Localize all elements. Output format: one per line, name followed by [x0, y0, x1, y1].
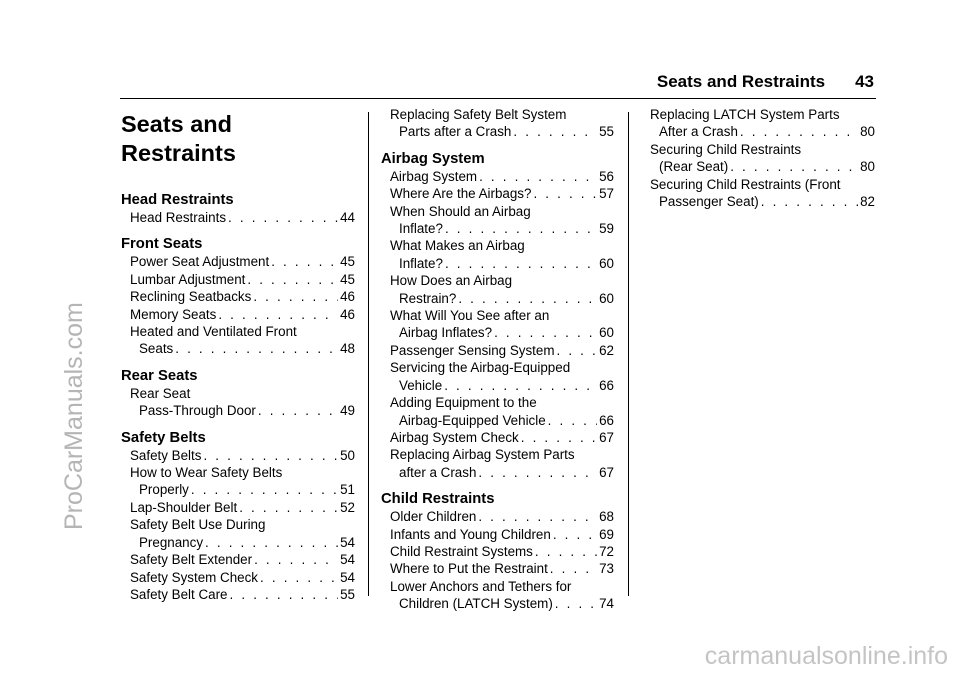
- toc-page-number: 46: [340, 289, 355, 305]
- header-rule: [120, 98, 876, 99]
- dot-leader: [740, 123, 858, 140]
- dot-leader: [535, 543, 597, 560]
- toc-entry-text: When Should an Airbag: [390, 203, 531, 219]
- toc-entry-text: Safety System Check: [130, 569, 259, 585]
- toc-entry-text: Parts after a Crash: [399, 124, 512, 140]
- toc-page-number: 80: [860, 159, 875, 175]
- page-number: 43: [855, 72, 874, 91]
- toc-page-number: 54: [340, 534, 355, 550]
- toc-entry[interactable]: [381, 560, 614, 577]
- toc-page-number: 52: [340, 499, 355, 515]
- toc-page-number: 59: [599, 221, 614, 237]
- toc-continued-entries: [641, 106, 875, 210]
- dot-leader: [555, 595, 597, 612]
- dot-leader: [247, 271, 338, 288]
- toc-entry-text: Airbag-Equipped Vehicle: [399, 412, 546, 428]
- toc-entry[interactable]: [121, 306, 355, 323]
- toc-entry-text: After a Crash: [659, 124, 738, 140]
- toc-page-number: 60: [599, 325, 614, 341]
- toc-page-number: 50: [340, 447, 355, 463]
- toc-page-number: 45: [340, 254, 355, 270]
- toc-sections: [121, 191, 355, 603]
- toc-entry-text: Pass-Through Door: [139, 403, 256, 419]
- toc-entry[interactable]: [381, 237, 614, 272]
- toc-entry-text: (Rear Seat): [659, 159, 729, 175]
- toc-page-number: 82: [860, 194, 875, 210]
- toc-page-number: 66: [599, 412, 614, 428]
- toc-entry-text: Inflate?: [399, 255, 443, 271]
- dot-leader: [521, 429, 597, 446]
- toc-entry-text: Child Restraint Systems: [390, 543, 533, 559]
- toc-entry[interactable]: [641, 106, 875, 141]
- toc-entry-text: Restrain?: [399, 290, 457, 306]
- toc-entry-text: Replacing Airbag System Parts: [390, 447, 575, 463]
- toc-entry-text: Inflate?: [399, 221, 443, 237]
- toc-entry-text: Replacing Safety Belt System: [390, 107, 567, 122]
- toc-entry-text: Passenger Sensing System: [390, 342, 555, 358]
- dot-leader: [494, 324, 597, 341]
- toc-entry-text: Servicing the Airbag-Equipped: [390, 360, 571, 376]
- toc-entry-text: How to Wear Safety Belts: [130, 465, 283, 481]
- toc-entry-text: Older Children: [390, 509, 477, 525]
- header-title: Seats and Restraints: [656, 72, 826, 91]
- dot-leader: [730, 158, 858, 175]
- toc-entry-text: Children (LATCH System): [399, 596, 553, 612]
- section-heading[interactable]: Safety Belts: [121, 429, 206, 446]
- toc-entry[interactable]: [121, 288, 355, 305]
- toc-entry-text: Airbag System Check: [390, 429, 519, 445]
- toc-entry-text: Head Restraints: [130, 210, 227, 225]
- toc-entry-text: Rear Seat: [130, 385, 191, 401]
- dot-leader: [218, 306, 338, 323]
- toc-entry[interactable]: [381, 508, 614, 525]
- toc-page-number: 45: [340, 271, 355, 287]
- dot-leader: [260, 569, 338, 586]
- toc-entry[interactable]: [121, 447, 355, 464]
- toc-entry-text: Replacing LATCH System Parts: [650, 107, 840, 122]
- toc-entry[interactable]: [121, 464, 355, 499]
- toc-page-number: 46: [340, 306, 355, 322]
- toc-entry-text: How Does an Airbag: [390, 273, 513, 289]
- toc-page-number: 67: [599, 429, 614, 445]
- toc-page-number: 55: [340, 586, 355, 602]
- toc-column-2: [381, 106, 614, 613]
- toc-entry-text: Seats: [139, 341, 174, 357]
- toc-entry[interactable]: [381, 526, 614, 543]
- toc-entry-text: Lower Anchors and Tethers for: [390, 578, 572, 594]
- toc-entry[interactable]: [381, 106, 614, 141]
- dot-leader: [550, 560, 597, 577]
- toc-entry-text: Vehicle: [399, 377, 443, 393]
- toc-entry-text: Lumbar Adjustment: [130, 271, 246, 287]
- toc-entry-text: Infants and Young Children: [390, 526, 551, 542]
- toc-page-number: 72: [599, 543, 614, 559]
- toc-page-number: 51: [340, 482, 355, 498]
- toc-page-number: 67: [599, 464, 614, 480]
- toc-entry-text: Airbag System: [390, 168, 478, 184]
- toc-entry[interactable]: [121, 499, 355, 516]
- toc-entry-text: after a Crash: [399, 464, 477, 480]
- toc-page-number: 80: [860, 124, 875, 140]
- toc-entry-text: Power Seat Adjustment: [130, 254, 270, 270]
- dot-leader: [533, 185, 597, 202]
- toc-page-number: 73: [599, 561, 614, 577]
- dot-leader: [513, 123, 597, 140]
- dot-leader: [175, 340, 338, 357]
- chapter-title: Seats and Restraints: [121, 111, 236, 166]
- dot-leader: [548, 412, 597, 429]
- toc-entry[interactable]: [381, 342, 614, 359]
- toc-entry-text: Airbag Inflates?: [399, 325, 493, 341]
- toc-entry-text: Safety Belts: [130, 447, 202, 463]
- section-heading[interactable]: Airbag System: [381, 150, 485, 167]
- toc-entry[interactable]: [381, 203, 614, 238]
- dot-leader: [478, 508, 597, 525]
- toc-page-number: 57: [599, 186, 614, 202]
- footer-watermark: carmanualsonline.info: [704, 642, 948, 670]
- toc-entry[interactable]: [121, 209, 355, 226]
- running-header: [0, 72, 874, 98]
- section-heading[interactable]: Head Restraints: [121, 192, 234, 208]
- dot-leader: [253, 288, 338, 305]
- dot-leader: [445, 255, 597, 272]
- dot-leader: [228, 209, 338, 226]
- toc-entry-text: Securing Child Restraints: [650, 141, 802, 157]
- dot-leader: [258, 402, 338, 419]
- toc-entry[interactable]: [381, 185, 614, 202]
- toc-entry[interactable]: [121, 586, 355, 603]
- dot-leader: [761, 193, 858, 210]
- toc-entry-text: Where Are the Airbags?: [390, 186, 532, 202]
- toc-entry-text: Passenger Seat): [659, 194, 759, 210]
- dot-leader: [458, 290, 597, 307]
- column-divider: [368, 112, 369, 596]
- dot-leader: [205, 534, 338, 551]
- toc-entry[interactable]: [641, 176, 875, 211]
- toc-page-number: 48: [340, 341, 355, 357]
- toc-page-number: 69: [599, 526, 614, 542]
- dot-leader: [479, 168, 597, 185]
- toc-page-number: 74: [599, 596, 614, 612]
- toc-page-number: 54: [340, 569, 355, 585]
- dot-leader: [203, 447, 338, 464]
- toc-page-number: 60: [599, 255, 614, 271]
- toc-sections: [381, 150, 614, 613]
- toc-entry-text: Securing Child Restraints (Front: [650, 176, 841, 192]
- dot-leader: [230, 586, 339, 603]
- side-watermark: ProCarManuals.com: [60, 302, 88, 530]
- section-heading[interactable]: Rear Seats: [121, 367, 198, 384]
- toc-entry-text: Memory Seats: [130, 306, 217, 322]
- toc-page-number: 54: [340, 552, 355, 568]
- toc-entry[interactable]: [381, 446, 614, 481]
- column-divider: [628, 112, 629, 596]
- section-heading[interactable]: Front Seats: [121, 236, 203, 253]
- dot-leader: [553, 526, 597, 543]
- toc-page-number: 56: [599, 168, 614, 184]
- dot-leader: [445, 220, 597, 237]
- dot-leader: [444, 377, 597, 394]
- dot-leader: [557, 342, 598, 359]
- toc-entry-text: Properly: [139, 482, 189, 498]
- toc-entry-text: Lap-Shoulder Belt: [130, 499, 238, 515]
- toc-entry-text: Where to Put the Restraint: [390, 561, 548, 577]
- toc-entry-text: Heated and Ventilated Front: [130, 324, 297, 340]
- dot-leader: [191, 481, 338, 498]
- toc-entry-text: What Makes an Airbag: [390, 238, 525, 254]
- toc-entry[interactable]: [381, 543, 614, 560]
- toc-entry[interactable]: [121, 569, 355, 586]
- toc-entry[interactable]: [121, 271, 355, 288]
- toc-entry[interactable]: [381, 578, 614, 613]
- dot-leader: [239, 499, 338, 516]
- toc-entry[interactable]: [121, 253, 355, 270]
- toc-page-number: 60: [599, 290, 614, 306]
- toc-entry[interactable]: [381, 429, 614, 446]
- toc-column-1: [121, 106, 355, 603]
- toc-column-3: [641, 106, 875, 210]
- toc-entry-text: Adding Equipment to the: [390, 395, 537, 411]
- toc-entry-text: Pregnancy: [139, 534, 204, 550]
- toc-entry-text: Safety Belt Use During: [130, 517, 266, 533]
- toc-entry-text: Reclining Seatbacks: [130, 289, 252, 305]
- toc-entry[interactable]: [381, 272, 614, 307]
- toc-entry[interactable]: [381, 394, 614, 429]
- toc-entry[interactable]: [121, 551, 355, 568]
- dot-leader: [478, 464, 597, 481]
- toc-page-number: 62: [599, 342, 614, 358]
- toc-entry[interactable]: [121, 323, 355, 358]
- toc-entry[interactable]: [381, 307, 614, 342]
- dot-leader: [271, 253, 338, 270]
- toc-entry-text: What Will You See after an: [390, 308, 550, 324]
- toc-page-number: 55: [599, 124, 614, 140]
- toc-entry[interactable]: [641, 141, 875, 176]
- section-heading[interactable]: Child Restraints: [381, 491, 495, 508]
- toc-page-number: 44: [340, 210, 355, 225]
- toc-page-number: 68: [599, 509, 614, 525]
- toc-page-number: 49: [340, 403, 355, 419]
- toc-entry[interactable]: [381, 359, 614, 394]
- toc-entry-text: Safety Belt Extender: [130, 552, 253, 568]
- toc-continued-entries: [381, 106, 614, 141]
- toc-entry-text: Safety Belt Care: [130, 586, 228, 602]
- toc-entry[interactable]: [121, 516, 355, 551]
- toc-page-number: 66: [599, 377, 614, 393]
- dot-leader: [254, 551, 338, 568]
- toc-entry[interactable]: [381, 168, 614, 185]
- toc-entry[interactable]: [121, 385, 355, 420]
